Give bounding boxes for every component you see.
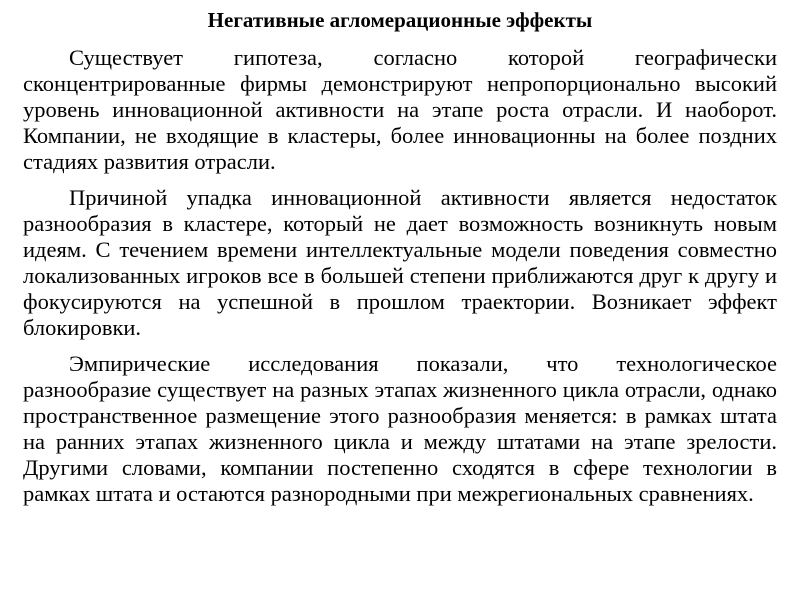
slide bbox=[23, 5, 777, 517]
page-title: Негативные агломерационные эффекты bbox=[207, 8, 593, 32]
paragraph-1: Существует гипотеза, согласно которой географически сконцентрированные фирмы демонстрируют непропорционально высокий уровень инновационной активности на этапе роста отрасли. И наоборот. Компании, не входящие в кластеры, более инновационны на более поздних стадиях развития отрасли. bbox=[23, 45, 777, 174]
paragraph-3: Эмпирические исследования показали, что технологическое разнообразие существует на разных этапах жизненного цикла отрасли, однако пространственное размещение этого разнообразия меняется: в рамках штата на ранних этапах жизненного цикла и между штатами на этапе зрелости. Другими словами, компании постепенно сходятся в сфере технологии в рамках штата и остаются разнородными при межрегиональных сравнениях. bbox=[23, 351, 777, 506]
paragraph-2: Причиной упадка инновационной активности является недостаток разнообразия в кластере, который не дает возможность возникнуть новым идеям. С течением времени интеллектуальные модели поведения совместно локализованных игроков все в большей степени приближаются друг к другу и фокусируются на успешной в прошлом траектории. Возникает эффект блокировки. bbox=[23, 185, 777, 340]
